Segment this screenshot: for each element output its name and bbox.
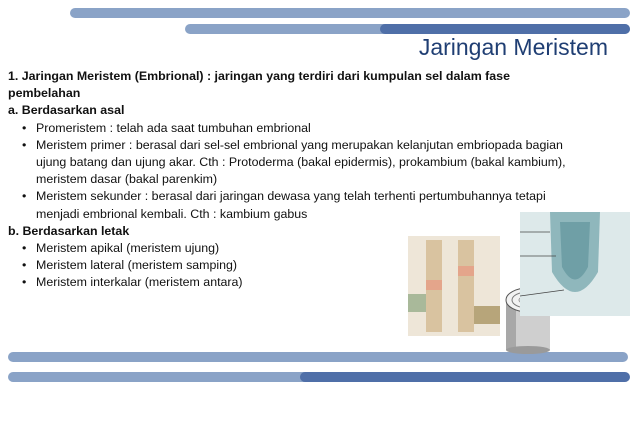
intercalary-meristem-figure xyxy=(408,236,500,336)
list-item: • Meristem primer : berasal dari sel-sel embrional yang merupakan kelanjutan embriopada bagian ujung batang dan ujung akar. Cth : Protoderma (bakal epidermis), prokambium (bakal kambium), meristem dasar (bakal parenkim) xyxy=(36,137,568,189)
list-item: • Meristem interkalar (meristem antara) xyxy=(36,274,568,291)
section-a-list xyxy=(8,120,568,223)
section-b-label: b. Berdasarkan letak xyxy=(8,223,130,238)
decor-stripe-top-3 xyxy=(380,24,630,34)
slide-title: Jaringan Meristem xyxy=(418,34,608,60)
list-item: • Meristem lateral (meristem samping) xyxy=(36,257,568,274)
list-item: • Promeristem : telah ada saat tumbuhan embrional xyxy=(36,120,568,137)
list-item: • Meristem apikal (meristem ujung) xyxy=(36,240,568,257)
apical-meristem-figure xyxy=(520,212,630,316)
list-item: • Meristem sekunder : berasal dari jaringan dewasa yang telah terhenti pertumbuhannya tetapi menjadi embrional kembali. Cth : kambium gabus xyxy=(36,188,568,222)
decor-stripe-top-1 xyxy=(70,8,630,18)
decor-stripe-bottom-3 xyxy=(300,372,630,382)
definition-heading: 1. Jaringan Meristem (Embrional) : jaringan yang terdiri dari kumpulan sel dalam fase pembelahan xyxy=(8,69,510,101)
section-a-label: a. Berdasarkan asal xyxy=(8,103,125,118)
